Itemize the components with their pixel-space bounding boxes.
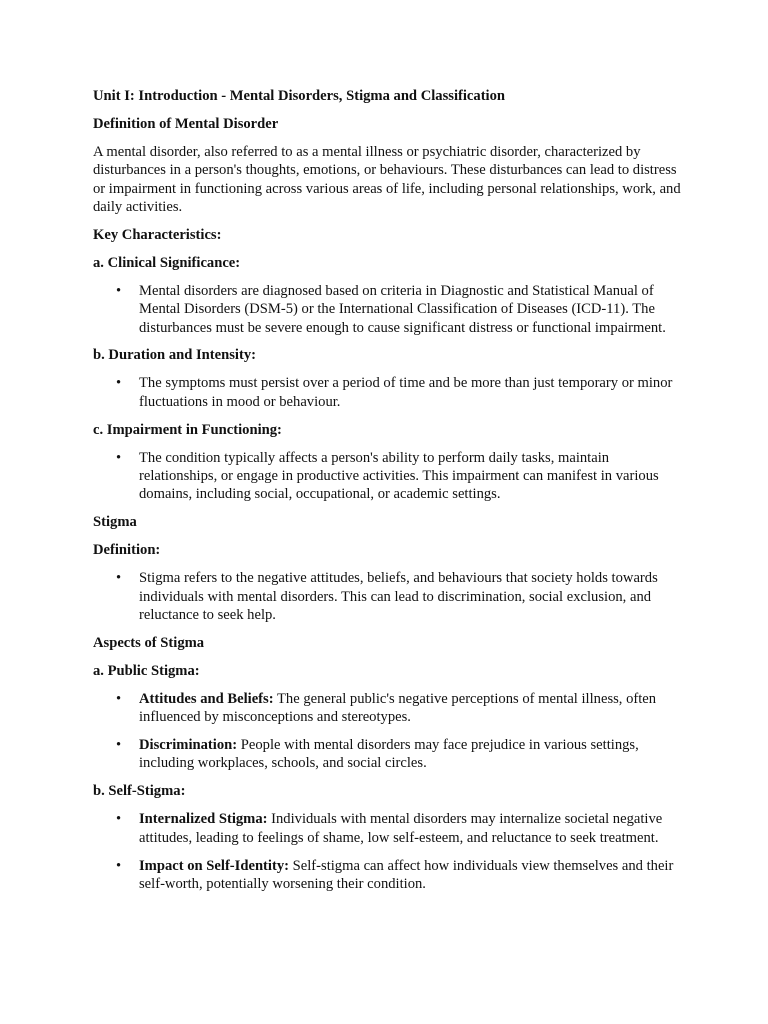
bullet-icon: •	[116, 811, 122, 828]
definition-paragraph: A mental disorder, also referred to as a mental illness or psychiatric disorder, characterized by disturbances in a person's thoughts, emotions, or behaviours. These disturbances can lead to distress or impairment in functioning across various areas of life, including personal relationships, work, and daily activities.	[93, 143, 681, 216]
list-item	[93, 282, 683, 337]
list-item	[93, 374, 683, 411]
subheading-public-stigma: a. Public Stigma:	[93, 662, 200, 679]
list-item-text: The condition typically affects a person's ability to perform daily tasks, maintain relationships, or engage in productive activities. This impairment can manifest in various domains, including social, occupational, or academic settings.	[139, 449, 659, 503]
bullet-list-public-stigma	[93, 690, 683, 773]
section-heading-definition: Definition of Mental Disorder	[93, 115, 279, 132]
bullet-list-stigma-definition	[93, 569, 683, 624]
list-item	[93, 690, 683, 727]
subheading-clinical-significance: a. Clinical Significance:	[93, 254, 241, 271]
bullet-icon: •	[116, 375, 122, 392]
list-item-text: Individuals with mental disorders may internalize societal negative attitudes, leading to feelings of shame, low self-esteem, and reluctance to seek treatment.	[139, 811, 663, 846]
list-item-text: The general public's negative perceptions of mental illness, often influenced by misconceptions and stereotypes.	[139, 690, 657, 726]
subheading-impairment-functioning: c. Impairment in Functioning:	[93, 421, 282, 438]
subheading-duration-intensity: b. Duration and Intensity:	[93, 347, 256, 364]
bullet-icon: •	[116, 857, 122, 874]
bullet-list-self-stigma	[93, 810, 683, 893]
list-item	[93, 569, 683, 624]
list-item-text: Mental disorders are diagnosed based on criteria in Diagnostic and Statistical Manual of Mental Disorders (DSM-5) or the International Classification of Diseases (ICD-11). The disturbances must be severe enough to cause significant distress or functional impairment.	[139, 282, 666, 336]
subheading-stigma-definition: Definition:	[93, 542, 161, 559]
section-heading-key-characteristics: Key Characteristics:	[93, 226, 222, 243]
list-item-term: Internalized Stigma:	[139, 811, 268, 828]
list-item	[93, 810, 683, 847]
list-item	[93, 857, 683, 894]
list-item-text: Stigma refers to the negative attitudes, beliefs, and behaviours that society holds towards individuals with mental disorders. This can lead to discrimination, social exclusion, and reluctance to seek help.	[139, 570, 658, 623]
bullet-list-impairment-functioning	[93, 449, 683, 504]
section-heading-aspects-of-stigma: Aspects of Stigma	[93, 634, 205, 651]
list-item-text: People with mental disorders may face prejudice in various settings, including workplaces, schools, and social circles.	[139, 736, 639, 772]
list-item-text: The symptoms must persist over a period of time and be more than just temporary or minor fluctuations in mood or behaviour.	[139, 375, 673, 410]
list-item	[93, 449, 683, 504]
list-item	[93, 736, 683, 773]
list-item-text: Self-stigma can affect how individuals view themselves and their self-worth, potentially worsening their condition.	[139, 857, 674, 892]
bullet-icon: •	[116, 736, 122, 753]
list-item-term: Discrimination:	[139, 736, 238, 753]
list-item-term: Attitudes and Beliefs:	[139, 690, 274, 707]
subheading-self-stigma: b. Self-Stigma:	[93, 783, 186, 800]
bullet-list-clinical-significance	[93, 282, 683, 337]
bullet-icon: •	[116, 449, 122, 466]
bullet-icon: •	[116, 282, 122, 299]
list-item-term: Impact on Self-Identity:	[139, 857, 289, 874]
bullet-icon: •	[116, 690, 122, 707]
section-heading-stigma: Stigma	[93, 514, 137, 531]
document-page	[93, 87, 683, 903]
document-title: Unit I: Introduction - Mental Disorders, Stigma and Classification	[93, 88, 506, 104]
bullet-list-duration-intensity	[93, 374, 683, 411]
bullet-icon: •	[116, 570, 122, 587]
